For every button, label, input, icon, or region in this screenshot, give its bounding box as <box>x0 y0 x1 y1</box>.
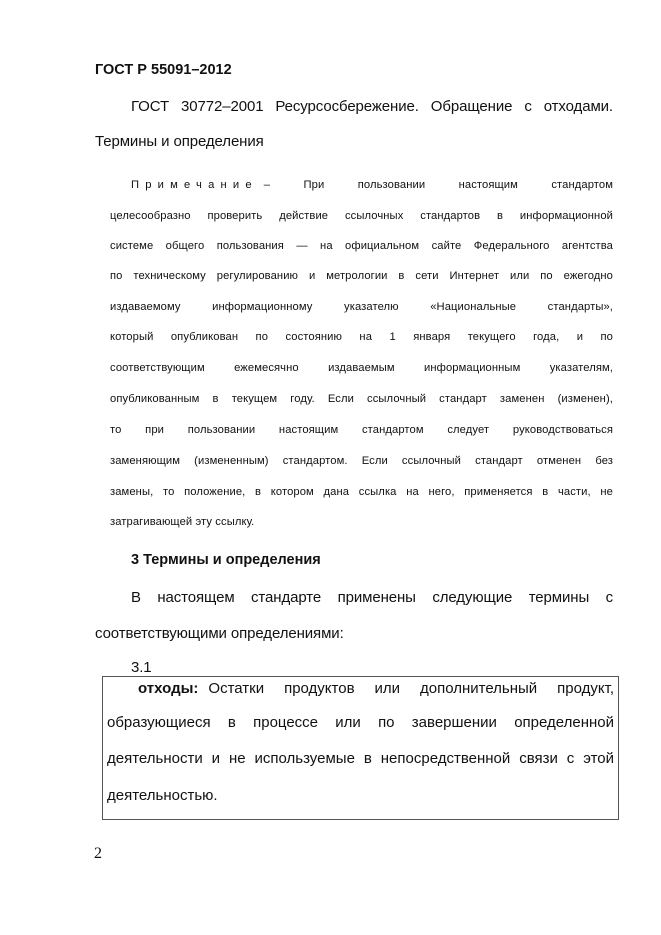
note-line-7: соответствующим ежемесячно издаваемым информационным указателям, <box>110 362 613 374</box>
note-line-3: системе общего пользования — на официальном сайте Федерального агентства <box>110 240 613 252</box>
note-label: Примечание <box>131 179 258 191</box>
note-line-12: затрагивающей эту ссылку. <box>110 516 255 528</box>
reference-line-1: ГОСТ 30772–2001 Ресурсосбережение. Обращение с отходами. <box>131 98 613 115</box>
note-line-8: опубликованным в текущем году. Если ссылочный стандарт заменен (изменен), <box>110 393 613 405</box>
section-3-intro-line-1: В настоящем стандарте применены следующие термины с <box>131 589 613 606</box>
note-line-10: заменяющим (измененным) стандартом. Если ссылочный стандарт отменен без <box>110 455 613 467</box>
note-line-9: то при пользовании настоящим стандартом следует руководствоваться <box>110 424 613 436</box>
note-line-6: который опубликован по состоянию на 1 января текущего года, и по <box>110 331 613 343</box>
page-number: 2 <box>94 845 102 862</box>
note-line-5: издаваемому информационному указателю «Национальные стандарты», <box>110 301 613 313</box>
note-line-2: целесообразно проверить действие ссылочных стандартов в информационной <box>110 210 613 222</box>
note-line-1: – При пользовании настоящим стандартом <box>263 179 613 191</box>
document-header: ГОСТ Р 55091–2012 <box>95 62 232 78</box>
note-first-line <box>131 179 613 191</box>
note-line-11: замены, то положение, в котором дана ссылка на него, применяется в части, не <box>110 486 613 498</box>
note-line-4: по техническому регулированию и метрологии в сети Интернет или по ежегодно <box>110 270 613 282</box>
term-first-line <box>138 680 614 697</box>
term-definition-line-4: деятельностью. <box>107 787 218 804</box>
term-name: отходы: <box>138 680 199 697</box>
term-definition-line-3: деятельности и не используемые в непосредственной связи с этой <box>107 750 614 767</box>
section-3-intro-line-2: соответствующими определениями: <box>95 625 344 642</box>
section-3-title: 3 Термины и определения <box>131 552 321 568</box>
term-definition-line-1: Остатки продуктов или дополнительный продукт, <box>208 680 614 697</box>
reference-line-2: Термины и определения <box>95 133 264 150</box>
term-number: 3.1 <box>131 659 152 676</box>
term-definition-line-2: образующиеся в процессе или по завершении определенной <box>107 714 614 731</box>
